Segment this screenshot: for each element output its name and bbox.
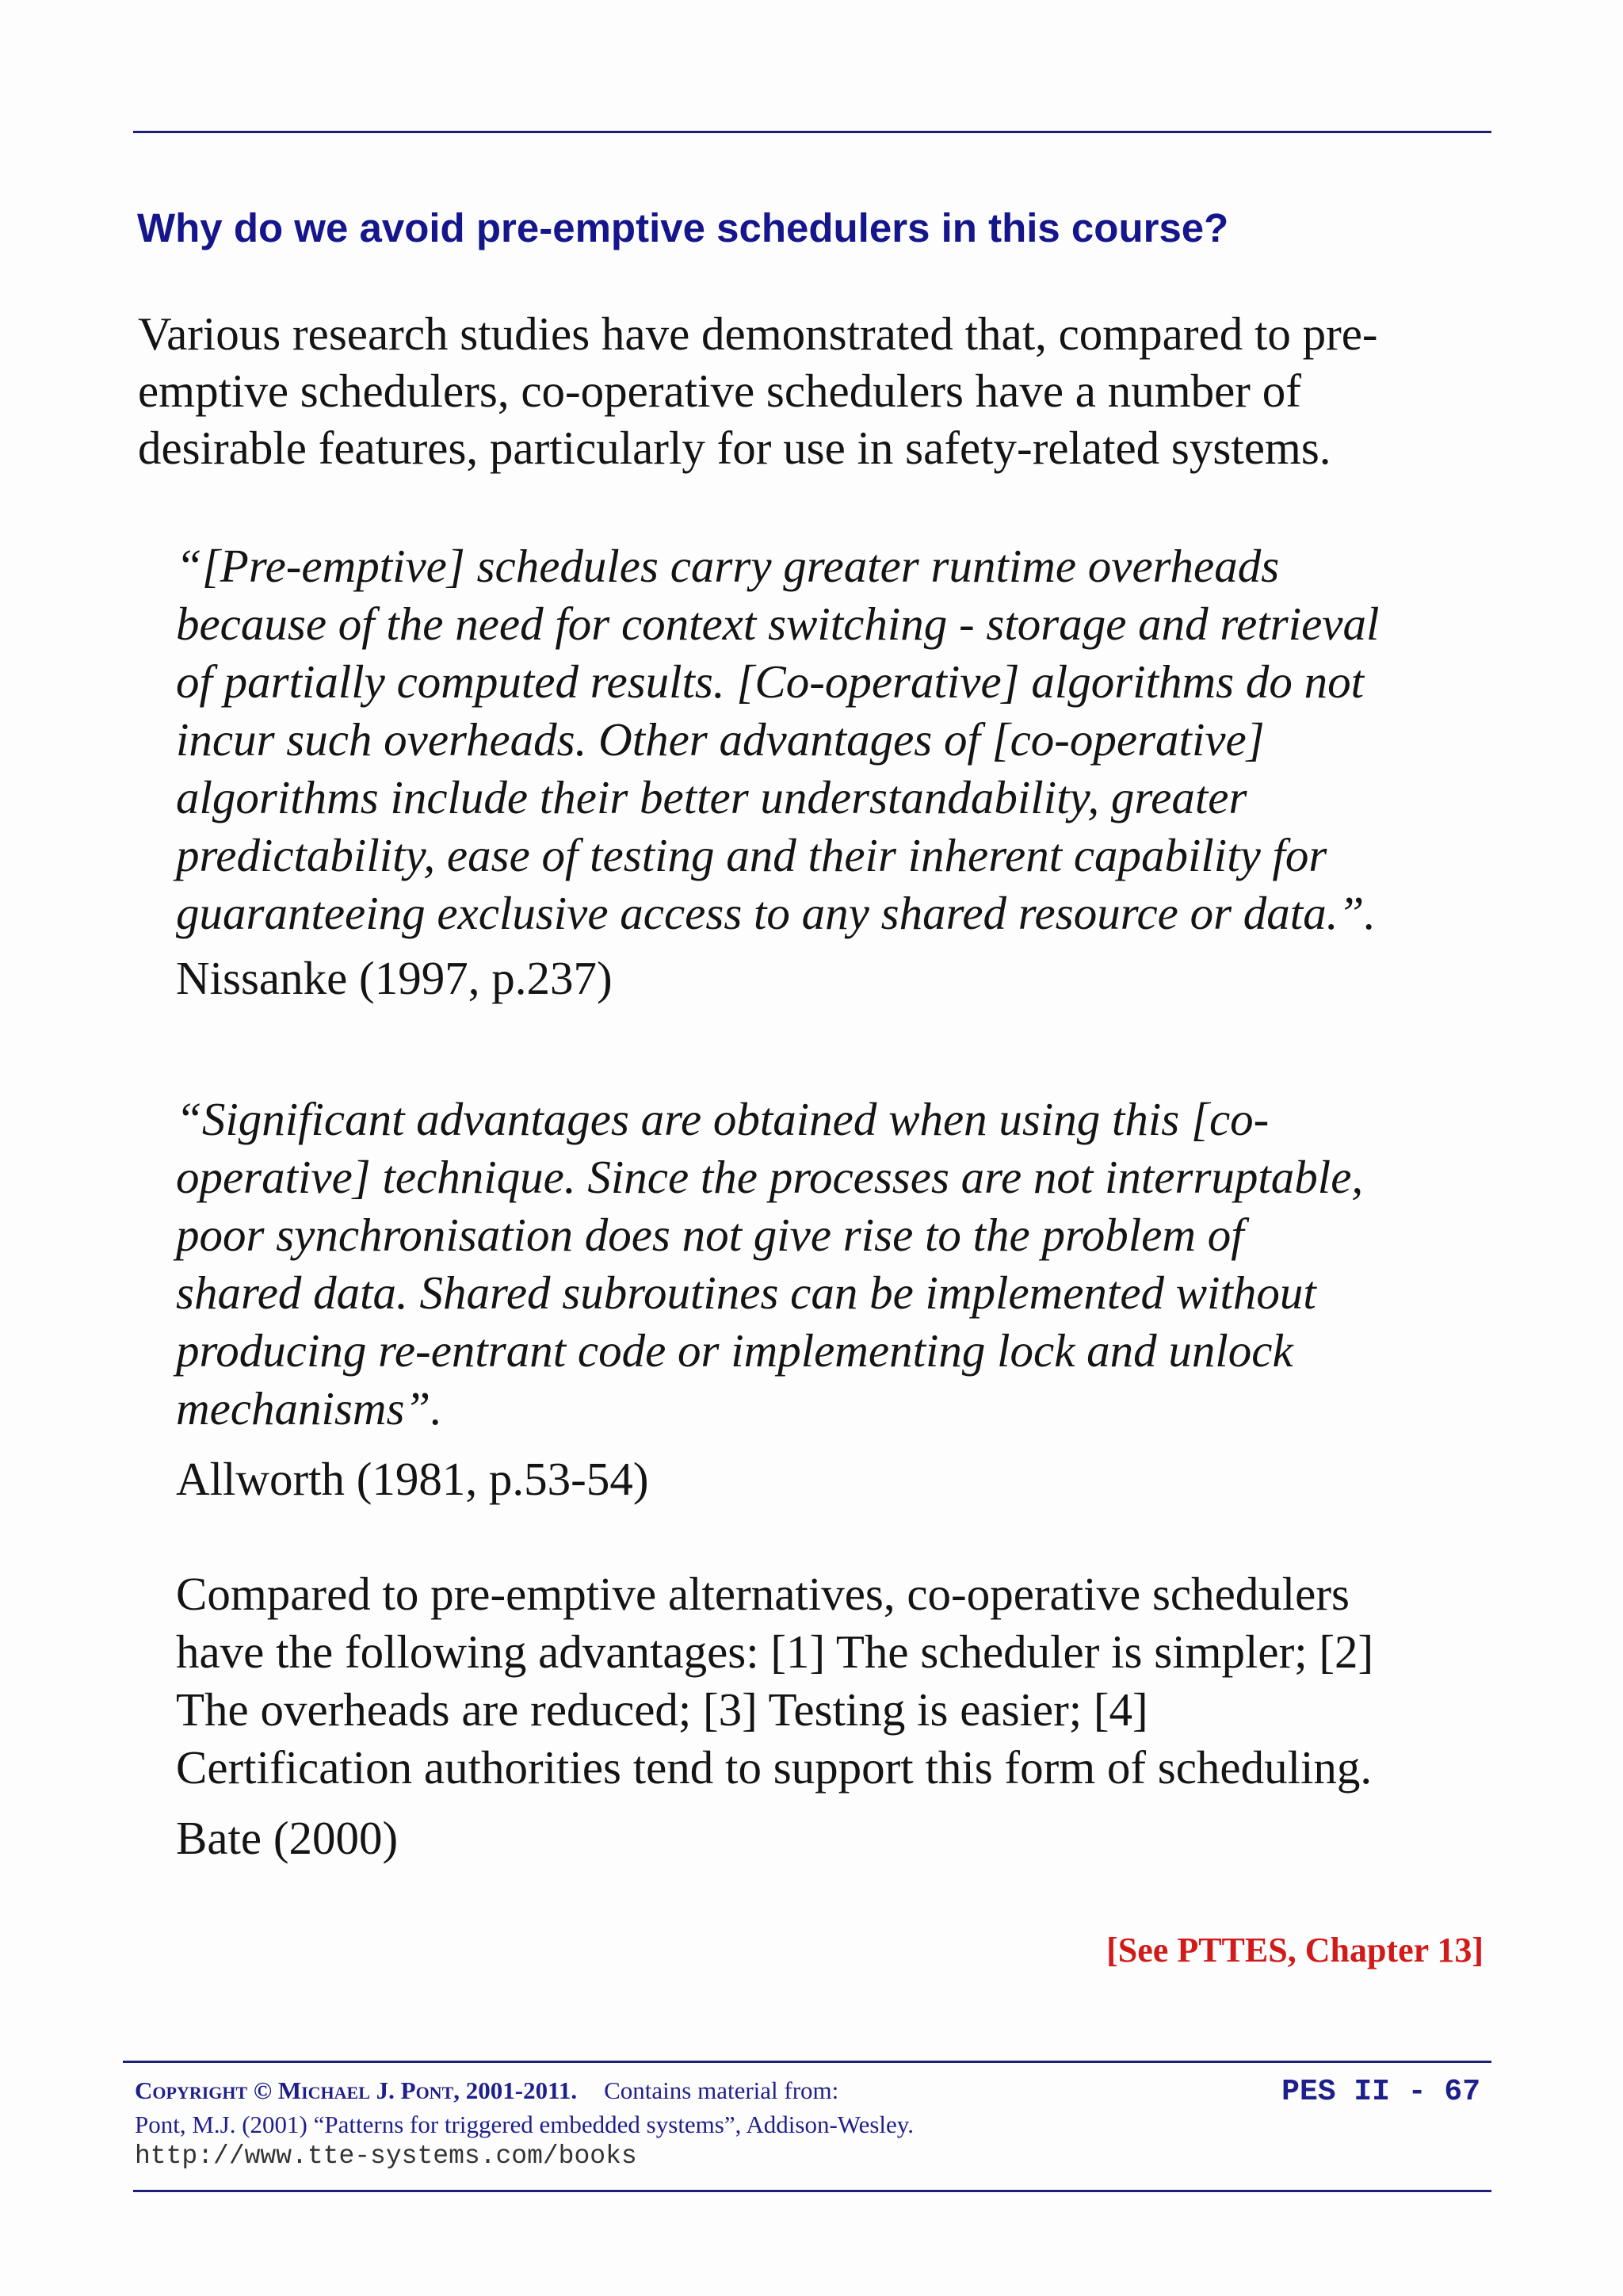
reference-note: [See PTTES, Chapter 13] — [1106, 1931, 1484, 1969]
citation-allworth: Allworth (1981, p.53-54) — [176, 1453, 649, 1505]
page-heading: Why do we avoid pre-emptive schedulers in this course? — [137, 205, 1229, 250]
footer-copyright-line — [135, 2076, 838, 2105]
quote-nissanke: “[Pre-emptive] schedules carry greater runtime overheads because of the need for context switching - storage and retrieval of partially computed results. [Co-operative] algorithms do not incur such overheads. Other advantages of [co-operative] algorithms include their better understandability, greater predictability, ease of testing and their inherent capability for guaranteeing exclusive access to any shared resource or data.”. — [176, 540, 1380, 939]
quote-allworth: “Significant advantages are obtained when using this [co- operative] technique. Since the processes are not interruptable, poor synchronisation does not give rise to the problem of shared data. Shared subroutines can be implemented without producing re-entrant code or implementing lock and unlock mechanisms”. — [176, 1093, 1364, 1435]
citation-nissanke: Nissanke (1997, p.237) — [176, 952, 613, 1004]
header-rule — [133, 131, 1491, 133]
page-number: PES II - 67 — [1281, 2075, 1480, 2109]
citation-bate: Bate (2000) — [176, 1812, 399, 1864]
intro-paragraph — [138, 305, 1517, 476]
footer-url-link[interactable]: http://www.tte-systems.com/books — [135, 2141, 637, 2171]
summary-paragraph: Compared to pre-emptive alternatives, co-operative schedulers have the following advantages: [1] The scheduler is simpler; [2] The overheads are reduced; [3] Testing is easier; [4] Certification authorities tend to support this form of scheduling. — [176, 1568, 1374, 1794]
footer-rule-bottom — [133, 2190, 1491, 2192]
intro-text: Various research studies have demonstrated that, compared to pre- emptive schedulers, co-operative schedulers have a number of desirable features, particularly for use in safety-related systems. — [138, 308, 1378, 474]
footer-rule-top — [123, 2061, 1491, 2063]
footer-contains: Contains material from: — [604, 2076, 839, 2104]
footer-source: Pont, M.J. (2001) “Patterns for triggered embedded systems”, Addison-Wesley. — [135, 2111, 915, 2138]
footer-copyright: Copyright © Michael J. Pont, 2001-2011. — [135, 2076, 578, 2104]
